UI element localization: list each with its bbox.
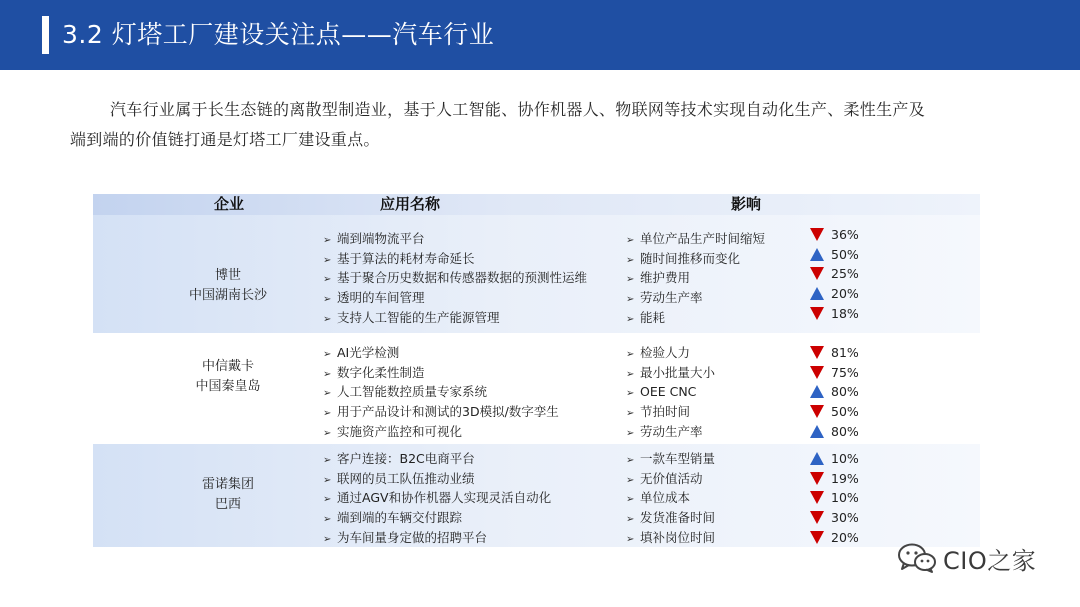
impact-label: 劳动生产率 (640, 290, 703, 306)
impact-value: 80% (831, 384, 859, 400)
impact-item (626, 343, 690, 362)
bullet-arrow-icon: ➢ (626, 533, 635, 545)
bullet-arrow-icon: ➢ (323, 474, 332, 486)
bullet-arrow-icon: ➢ (323, 408, 332, 420)
application-label: 用于产品设计和测试的3D模拟/数字孪生 (337, 404, 559, 420)
bullet-arrow-icon: ➢ (323, 349, 332, 360)
impact-label: 检验人力 (640, 345, 691, 360)
table-header-row (93, 194, 980, 215)
table-row (93, 333, 980, 444)
triangle-up-icon (810, 425, 824, 438)
impact-value: 50% (831, 246, 859, 262)
bullet-arrow-icon: ➢ (626, 455, 635, 466)
impact-item (626, 488, 690, 507)
application-item (323, 449, 475, 468)
impact-value: 25% (831, 266, 859, 282)
impact-item (626, 508, 715, 527)
bullet-arrow-icon: ➢ (626, 349, 635, 360)
impact-item (626, 528, 715, 547)
application-item (323, 363, 425, 382)
impact-value: 18% (831, 305, 859, 321)
application-item (323, 508, 462, 527)
application-label: 端到端的车辆交付跟踪 (337, 510, 463, 526)
title-accent-bar (42, 16, 49, 54)
company-cell (173, 357, 283, 397)
impact-label: 单位成本 (640, 490, 691, 506)
bullet-arrow-icon: ➢ (323, 294, 332, 306)
title-banner (0, 0, 1080, 70)
impact-value: 20% (831, 529, 859, 545)
bullet-arrow-icon: ➢ (323, 455, 332, 466)
application-label: AI光学检测 (337, 345, 400, 360)
bullet-arrow-icon: ➢ (626, 254, 635, 266)
intro-line-1: 汽车行业属于长生态链的离散型制造业，基于人工智能、协作机器人、物联网等技术实现自动化生产、柔性生产及 (110, 100, 926, 119)
triangle-up-icon (810, 287, 824, 300)
impact-label: 填补岗位时间 (640, 529, 716, 545)
table-row (93, 444, 980, 547)
bullet-arrow-icon: ➢ (626, 235, 635, 246)
application-item (323, 469, 475, 488)
company-name: 雷诺集团 (201, 477, 254, 492)
company-location: 巴西 (214, 497, 241, 512)
application-label: 基于聚合历史数据和传感器数据的预测性运维 (337, 270, 588, 286)
impact-item (626, 422, 703, 441)
impact-item (626, 382, 696, 401)
company-cell (173, 266, 283, 306)
triangle-down-icon (810, 472, 824, 485)
application-label: 支持人工智能的生产能源管理 (337, 309, 500, 325)
triangle-down-icon (810, 366, 824, 379)
impact-label: OEE CNC (640, 384, 697, 400)
bullet-arrow-icon: ➢ (323, 514, 332, 526)
bullet-arrow-icon: ➢ (626, 408, 635, 420)
impact-value: 19% (831, 470, 859, 486)
bullet-arrow-icon: ➢ (626, 494, 635, 506)
impact-value: 50% (831, 404, 859, 420)
application-item (323, 308, 500, 327)
triangle-down-icon (810, 511, 824, 524)
application-item (323, 422, 462, 441)
application-label: 基于算法的耗材寿命延长 (337, 250, 475, 266)
header-impact: 影响 (731, 195, 762, 213)
bullet-arrow-icon: ➢ (323, 313, 332, 325)
impact-value: 80% (831, 423, 859, 439)
intro-line-2: 端到端的价值链打通是灯塔工厂建设重点。 (70, 130, 380, 149)
company-name: 博世 (214, 268, 241, 283)
impact-value: 36% (831, 227, 859, 242)
company-name: 中信戴卡 (201, 359, 254, 374)
application-label: 联网的员工队伍推动业绩 (337, 470, 475, 486)
application-label: 客户连接：B2C电商平台 (337, 451, 475, 466)
impact-item (626, 288, 703, 307)
triangle-up-icon (810, 452, 824, 465)
impact-label: 最小批量大小 (640, 364, 716, 380)
application-item (323, 288, 425, 307)
impact-value: 10% (831, 451, 859, 466)
triangle-up-icon (810, 248, 824, 261)
application-label: 透明的车间管理 (337, 290, 425, 306)
application-label: 数字化柔性制造 (337, 364, 425, 380)
impact-value: 10% (831, 490, 859, 506)
company-location: 中国秦皇岛 (195, 379, 261, 394)
bullet-arrow-icon: ➢ (626, 388, 635, 400)
application-label: 通过AGV和协作机器人实现灵活自动化 (337, 490, 552, 506)
company-location: 中国湖南长沙 (188, 288, 267, 303)
header-application: 应用名称 (380, 195, 441, 213)
impact-label: 单位产品生产时间缩短 (640, 231, 766, 246)
triangle-down-icon (810, 405, 824, 418)
impact-item (626, 449, 715, 468)
impact-item (626, 249, 740, 268)
triangle-down-icon (810, 491, 824, 504)
impact-item (626, 469, 703, 488)
triangle-down-icon (810, 346, 824, 359)
impact-value: 30% (831, 510, 859, 526)
application-label: 为车间量身定做的招聘平台 (337, 529, 488, 545)
application-item (323, 268, 587, 287)
bullet-arrow-icon: ➢ (323, 494, 332, 506)
application-item (323, 402, 559, 421)
triangle-down-icon (810, 307, 824, 320)
bullet-arrow-icon: ➢ (626, 514, 635, 526)
company-cell (173, 475, 283, 515)
application-item (323, 249, 475, 268)
bullet-arrow-icon: ➢ (323, 274, 332, 286)
application-label: 人工智能数控质量专家系统 (337, 384, 488, 400)
impact-label: 维护费用 (640, 270, 691, 286)
bullet-arrow-icon: ➢ (626, 474, 635, 486)
impact-label: 随时间推移而变化 (640, 250, 741, 266)
impact-label: 发货准备时间 (640, 510, 716, 526)
bullet-arrow-icon: ➢ (323, 427, 332, 439)
application-label: 实施资产监控和可视化 (337, 423, 463, 439)
application-item (323, 229, 425, 248)
impact-value: 20% (831, 286, 859, 302)
bullet-arrow-icon: ➢ (323, 235, 332, 246)
impact-item (626, 363, 715, 382)
application-item (323, 382, 487, 401)
triangle-down-icon (810, 228, 824, 241)
impact-item (626, 229, 765, 248)
impact-item (626, 308, 665, 327)
application-item (323, 488, 551, 507)
bullet-arrow-icon: ➢ (626, 368, 635, 380)
triangle-down-icon (810, 531, 824, 544)
bullet-arrow-icon: ➢ (626, 313, 635, 325)
triangle-up-icon (810, 385, 824, 398)
bullet-arrow-icon: ➢ (323, 368, 332, 380)
impact-value: 75% (831, 364, 859, 380)
header-company: 企业 (214, 195, 245, 213)
impact-label: 节拍时间 (640, 404, 691, 420)
bullet-arrow-icon: ➢ (626, 274, 635, 286)
watermark (897, 540, 1036, 576)
impact-label: 无价值活动 (640, 470, 703, 486)
triangle-down-icon (810, 267, 824, 280)
impact-label: 劳动生产率 (640, 423, 703, 439)
application-label: 端到端物流平台 (337, 231, 425, 246)
impact-item (626, 268, 690, 287)
watermark-text: CIO之家 (943, 546, 1037, 575)
bullet-arrow-icon: ➢ (323, 254, 332, 266)
wechat-icon (897, 542, 937, 574)
application-item (323, 343, 399, 362)
bullet-arrow-icon: ➢ (626, 294, 635, 306)
impact-label: 一款车型销量 (640, 451, 716, 466)
application-item (323, 528, 487, 547)
bullet-arrow-icon: ➢ (323, 533, 332, 545)
impact-value: 81% (831, 345, 859, 360)
intro-paragraph (70, 95, 1020, 155)
impact-item (626, 402, 690, 421)
table-row (93, 215, 980, 333)
bullet-arrow-icon: ➢ (323, 388, 332, 400)
impact-label: 能耗 (640, 309, 666, 325)
page-title: 3.2 灯塔工厂建设关注点——汽车行业 (62, 20, 495, 49)
bullet-arrow-icon: ➢ (626, 427, 635, 439)
